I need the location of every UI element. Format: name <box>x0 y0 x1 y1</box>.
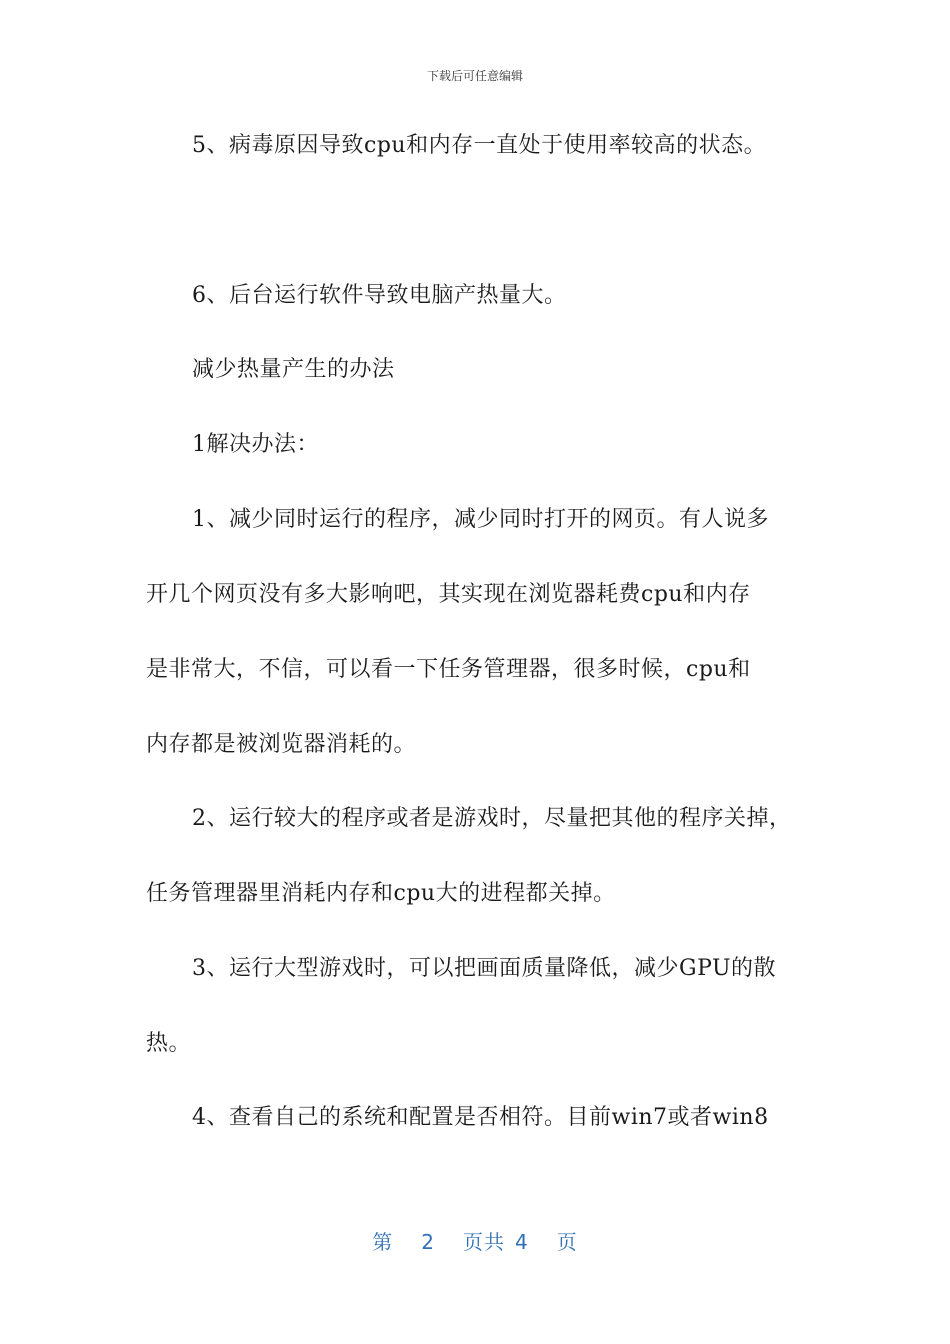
sub-heading: 1解决办法： <box>192 432 319 457</box>
paragraph-line: 任务管理器里消耗内存和cpu大的进程都关掉。 <box>146 881 616 906</box>
footer-prefix: 第 <box>372 1230 394 1254</box>
section-heading: 减少热量产生的办法 <box>192 357 395 382</box>
paragraph-line: 是非常大，不信，可以看一下任务管理器，很多时候，cpu和 <box>146 657 751 682</box>
paragraph-line: 开几个网页没有多大影响吧，其实现在浏览器耗费cpu和内存 <box>146 582 751 607</box>
footer-middle: 页共 <box>463 1230 505 1254</box>
footer-suffix: 页 <box>556 1230 578 1254</box>
paragraph-line: 6、后台运行软件导致电脑产热量大。 <box>192 283 567 308</box>
paragraph-line: 4、查看自己的系统和配置是否相符。目前win7或者win8 <box>192 1105 769 1130</box>
paragraph-line: 内存都是被浏览器消耗的。 <box>146 732 417 757</box>
paragraph-line: 5、病毒原因导致cpu和内存一直处于使用率较高的状态。 <box>192 133 767 158</box>
paragraph-line: 2、运行较大的程序或者是游戏时，尽量把其他的程序关掉， <box>192 806 792 831</box>
footer-current-page: 2 <box>421 1230 435 1254</box>
paragraph-line: 1、减少同时运行的程序，减少同时打开的网页。有人说多 <box>192 507 769 532</box>
footer-total-pages: 4 <box>515 1230 529 1254</box>
paragraph-line: 3、运行大型游戏时，可以把画面质量降低，减少GPU的散 <box>192 956 777 981</box>
page-footer <box>0 1226 950 1255</box>
header-note: 下载后可任意编辑 <box>426 69 523 83</box>
paragraph-line: 热。 <box>146 1031 192 1056</box>
